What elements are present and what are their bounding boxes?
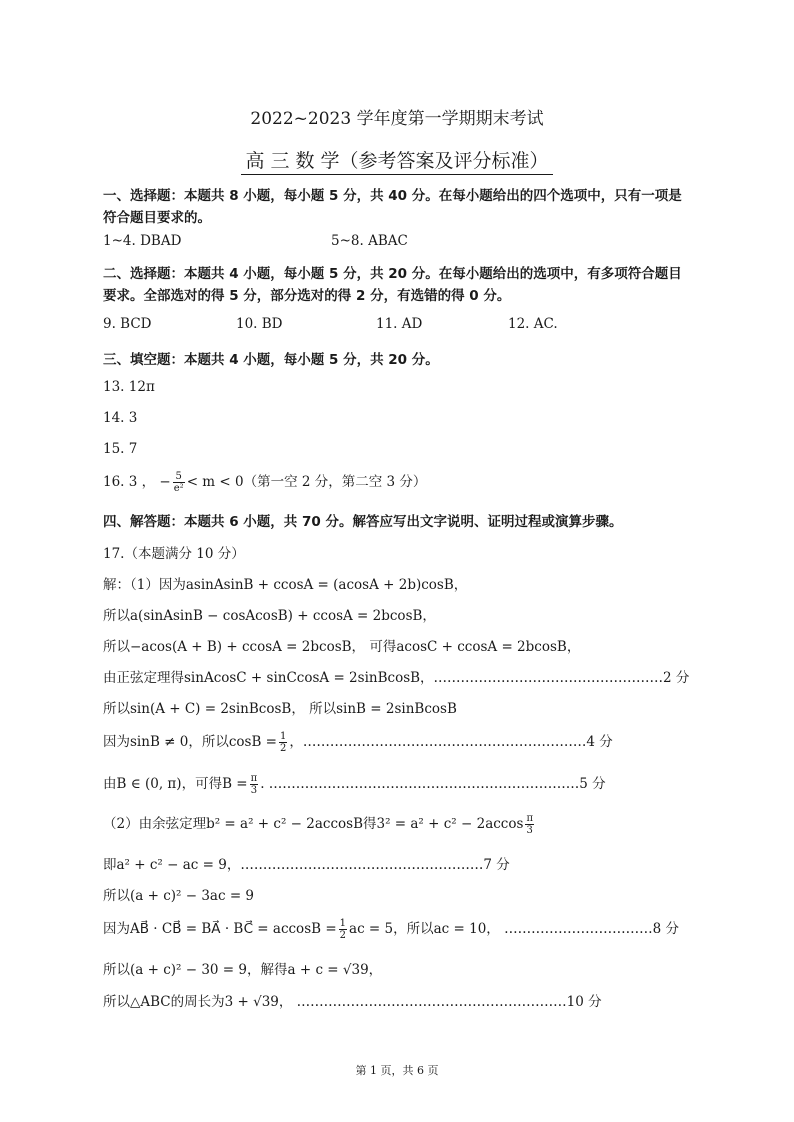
answer-16-prefix: 16. 3 ， − xyxy=(103,474,171,490)
solution-line-7 xyxy=(103,772,606,796)
solution-line-12: 所以(a + c)² − 30 = 9，解得a + c = √39， xyxy=(103,962,383,978)
document-subtitle xyxy=(0,146,794,173)
line6-fraction xyxy=(279,731,287,754)
line6-suffix: ，………………………………………………………4 分 xyxy=(289,734,613,750)
solution-line-8 xyxy=(103,812,536,836)
answer-13: 13. 12π xyxy=(103,379,155,395)
answer-10: 10. BD xyxy=(236,316,283,332)
q17-title: 17.（本题满分 10 分） xyxy=(103,546,245,562)
answer-16-suffix: < m < 0（第一空 2 分，第二空 3 分） xyxy=(186,474,427,490)
solution-line-4: 由正弦定理得sinAcosC + sinCcosA = 2sinBcosB，……………………………………………2 分 xyxy=(103,670,690,686)
solution-line-9: 即a² + c² − ac = 9，………………………………………………7 分 xyxy=(103,857,510,873)
page-footer: 第 1 页，共 6 页 xyxy=(355,1064,439,1077)
document-title: 2022~2023 学年度第一学期期末考试 xyxy=(250,109,544,129)
answers-1-4: 1~4. DBAD xyxy=(103,233,182,249)
line7-prefix: 由B ∈ (0, π)，可得B = xyxy=(103,776,248,792)
fraction-denominator: 2 xyxy=(339,930,347,941)
section2-heading-line1: 二、选择题：本题共 4 小题，每小题 5 分，共 20 分。在每小题给出的选项中，有多项符合题目 xyxy=(103,266,682,282)
solution-line-5: 所以sin(A + C) = 2sinBcosB， 所以sinB = 2sinBcosB xyxy=(103,701,457,717)
solution-line-11 xyxy=(103,917,679,941)
answer-12: 12. AC. xyxy=(508,316,558,332)
line7-fraction xyxy=(250,773,259,796)
section3-heading: 三、填空题：本题共 4 小题，每小题 5 分，共 20 分。 xyxy=(103,352,439,368)
section2-heading-line2: 要求。全部选对的得 5 分，部分选对的得 2 分，有选错的得 0 分。 xyxy=(103,288,511,304)
answer-15: 15. 7 xyxy=(103,441,138,457)
line6-prefix: 因为sinB ≠ 0，所以cosB = xyxy=(103,734,277,750)
fraction-denominator: e² xyxy=(173,483,184,494)
fraction-numerator: 1 xyxy=(339,918,347,929)
solution-line-2: 所以a(sinAsinB − cosAcosB) + ccosA = 2bcosB， xyxy=(103,608,436,624)
fraction-numerator: 1 xyxy=(279,731,287,742)
subtitle-text: 高 三 数 学（参考答案及评分标准） xyxy=(241,150,552,175)
solution-line-6 xyxy=(103,730,613,754)
fraction-numerator: π xyxy=(250,773,258,784)
solution-line-10: 所以(a + c)² − 3ac = 9 xyxy=(103,888,255,904)
fraction-numerator: 5 xyxy=(173,471,185,483)
solution-line-13: 所以△ABC的周长为3 + √39， ……………………………………………………10 分 xyxy=(103,994,602,1010)
section1-heading-line2: 符合题目要求的。 xyxy=(103,210,211,226)
solution-line-3: 所以−acos(A + B) + ccosA = 2bcosB， 可得acosC + ccosA = 2bcosB， xyxy=(103,639,581,655)
line11-fraction xyxy=(339,918,347,941)
answer-16 xyxy=(103,470,426,494)
fraction-numerator: π xyxy=(526,813,534,824)
section1-heading-line1: 一、选择题：本题共 8 小题，每小题 5 分，共 40 分。在每小题给出的四个选项中，只有一项是 xyxy=(103,188,682,204)
fraction-denominator: 3 xyxy=(250,785,258,796)
line11-suffix: ac = 5，所以ac = 10， ……………………………8 分 xyxy=(349,921,679,937)
answers-5-8: 5~8. ABAC xyxy=(331,233,408,249)
section4-heading: 四、解答题：本题共 6 小题，共 70 分。解答应写出文字说明、证明过程或演算步骤。 xyxy=(103,514,623,530)
line8-fraction xyxy=(525,813,534,836)
fraction-denominator: 2 xyxy=(279,743,287,754)
solution-line-1: 解：（1）因为asinAsinB + ccosA = (acosA + 2b)cosB， xyxy=(103,577,468,593)
answer-14: 14. 3 xyxy=(103,410,138,426)
line7-suffix: . ……………………………………………………………5 分 xyxy=(260,776,606,792)
answer-16-fraction xyxy=(173,471,185,494)
line8-prefix: （2）由余弦定理b² = a² + c² − 2accosB得3² = a² + c² − 2accos xyxy=(103,816,524,832)
answer-11: 11. AD xyxy=(376,316,423,332)
fraction-denominator: 3 xyxy=(526,825,533,836)
answer-9: 9. BCD xyxy=(103,316,152,332)
line11-prefix: 因为AB⃗ · CB⃗ = BA⃗ · BC⃗ = accosB = xyxy=(103,921,337,937)
